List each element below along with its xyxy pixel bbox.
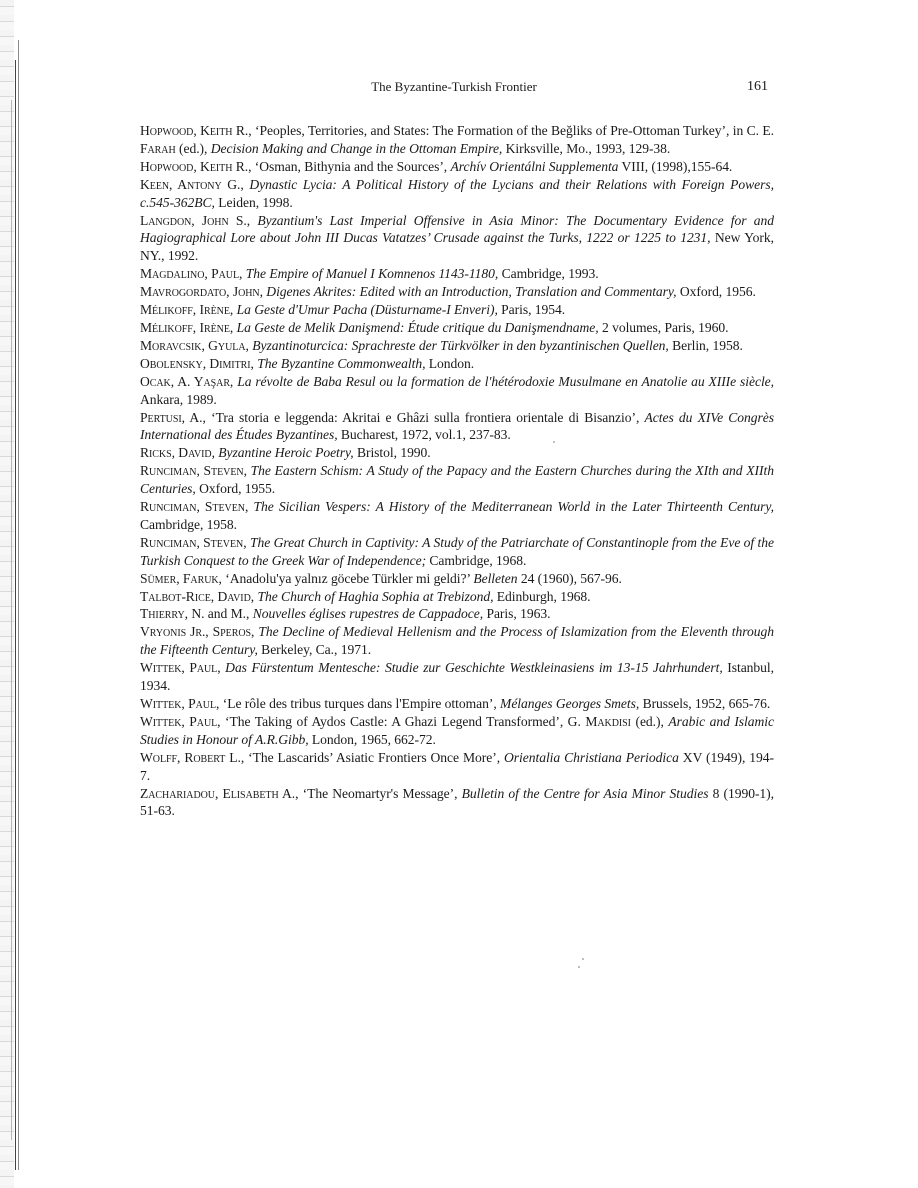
- bibliography-entry: [140, 659, 774, 695]
- bibliography-entry: [140, 444, 774, 462]
- bibliography-entry: [140, 158, 774, 176]
- entry-author: Keen, Antony G.,: [140, 176, 244, 192]
- bibliography-entry: [140, 122, 774, 158]
- page-header: [140, 79, 768, 97]
- entry-author: Runciman, Steven,: [140, 499, 249, 515]
- bibliography-entry: [140, 301, 774, 319]
- entry-text: and M.,: [204, 606, 253, 622]
- entry-text: Edinburgh, 1968.: [493, 588, 591, 604]
- bibliography-entry: [140, 337, 774, 355]
- entry-author: Mélikoff, Irène,: [140, 302, 234, 318]
- entry-title: Orientalia Christiana Periodica: [504, 749, 679, 765]
- entry-author: Wittek, Paul,: [140, 660, 221, 676]
- entry-editor: Farah: [140, 140, 176, 156]
- entry-text: London.: [425, 355, 475, 371]
- entry-text: Bucharest, 1972, vol.1, 237-83.: [337, 427, 511, 443]
- entry-text: 8 (1990-1), 51-63.: [140, 785, 774, 819]
- entry-text: Oxford, 1955.: [195, 481, 276, 497]
- entry-author: Wittek, Paul,: [140, 713, 221, 729]
- bibliography-entry: [140, 462, 774, 498]
- entry-text: ‘The Neomartyr's Message’,: [298, 785, 462, 801]
- entry-title: The Byzantine Commonwealth,: [257, 355, 426, 371]
- entry-text: 2 volumes, Paris, 1960.: [598, 319, 729, 335]
- entry-text: ‘Tra storia e leggenda: Akritai e Ghâzi sulla frontiera orientale di Bisanzio’,: [205, 409, 645, 425]
- entry-title: Mélanges Georges Smets,: [500, 696, 640, 711]
- entry-title: Arabic and Islamic Studies in Honour of A.R.Gibb,: [140, 713, 774, 747]
- bibliography-entry: [140, 785, 774, 821]
- entry-title: Decision Making and Change in the Ottoman Empire,: [210, 140, 503, 156]
- bibliography-entry: [140, 588, 774, 606]
- bibliography-entry: [140, 498, 774, 534]
- entry-title: The Eastern Schism: A Study of the Papacy and the Eastern Churches during the XIth and XIIth Centuries,: [140, 463, 774, 497]
- entry-text: Brussels, 1952, 665-76.: [639, 696, 771, 711]
- entry-author: Sümer, Faruk,: [140, 570, 222, 586]
- entry-text: Cambridge, 1958.: [140, 516, 237, 532]
- entry-author: Runciman, Steven,: [140, 534, 247, 550]
- entry-author: Pertusi, A.,: [140, 409, 206, 425]
- entry-text: London, 1965, 662-72.: [308, 731, 436, 747]
- bibliography-entry: [140, 623, 774, 659]
- bibliography-entry: [140, 570, 774, 588]
- entry-text: ‘Osman, Bithynia and the Sources’,: [251, 158, 451, 174]
- entry-title: The Decline of Medieval Hellenism and the Process of Islamization from the Eleventh through the Fifteenth Century,: [140, 624, 774, 658]
- entry-text: Kirksville, Mo., 1993, 129-38.: [502, 140, 671, 156]
- entry-title: Byzantium's Last Imperial Offensive in Asia Minor: The Documentary Evidence for and Hagiographical Lore about John III Ducas Vatatzes’ Crusade against the Turks, 1222 or 1225 to 1231,: [140, 212, 774, 246]
- entry-text: ‘Peoples, Territories, and States: The Formation of the Beğliks of Pre-Ottoman Turkey’, in C. E.: [251, 123, 774, 138]
- bibliography-entry: [140, 373, 774, 409]
- entry-author: Ocak, A. Yaşar,: [140, 373, 234, 389]
- entry-title: Digenes Akrites: Edited with an Introduction, Translation and Commentary,: [266, 284, 677, 300]
- bibliography-entry: [140, 749, 774, 785]
- entry-title: The Empire of Manuel I Komnenos 1143-1180,: [245, 266, 499, 282]
- bibliography-entry: [140, 319, 774, 337]
- entry-text: XV (1949), 194-7.: [140, 749, 775, 783]
- entry-text: ‘The Taking of Aydos Castle: A Ghazi Legend Transformed’, G.: [220, 713, 586, 729]
- entry-text: Istanbul, 1934.: [140, 660, 774, 694]
- entry-text: (ed.),: [630, 713, 669, 729]
- entry-text: ‘Le rôle des tribus turques dans l'Empire ottoman’,: [219, 696, 501, 711]
- bibliography-entry: [140, 283, 774, 301]
- entry-text: 24 (1960), 567-96.: [517, 570, 622, 586]
- entry-author: Zachariadou, Elisabeth A.,: [140, 785, 299, 801]
- entry-author: Vryonis Jr., Speros,: [140, 624, 255, 640]
- scan-speck: [553, 441, 555, 443]
- entry-text: VIII, (1998),155-64.: [618, 158, 733, 174]
- entry-author: Runciman, Steven,: [140, 463, 247, 479]
- entry-editor: Makdisi: [585, 713, 631, 729]
- entry-title: Nouvelles églises rupestres de Cappadoce,: [252, 606, 484, 622]
- bibliography-list: [140, 122, 774, 820]
- entry-text: (ed.),: [175, 140, 211, 156]
- entry-author: Magdalino, Paul,: [140, 266, 243, 282]
- entry-text: ‘The Lascarids’ Asiatic Frontiers Once More’,: [244, 749, 504, 765]
- entry-author: Hopwood, Keith R.,: [140, 123, 252, 138]
- entry-author: Ricks, David,: [140, 445, 215, 461]
- entry-text: Berkeley, Ca., 1971.: [257, 642, 372, 658]
- entry-text: Oxford, 1956.: [676, 284, 756, 300]
- entry-author: Obolensky, Dimitri,: [140, 355, 254, 371]
- entry-text: Cambridge, 1968.: [426, 552, 527, 568]
- bibliography-entry: [140, 713, 774, 749]
- binding-shadow-line: [15, 60, 16, 1170]
- running-title: The Byzantine-Turkish Frontier: [371, 79, 537, 94]
- binding-shadow-line: [11, 100, 12, 1140]
- scan-speck: [582, 958, 584, 960]
- entry-text: New York, NY., 1992.: [140, 230, 774, 264]
- entry-title: La Geste de Melik Danişmend: Étude critique du Danişmendname,: [236, 319, 599, 335]
- bibliography-entry: [140, 409, 774, 445]
- entry-title: The Church of Haghia Sophia at Trebizond,: [257, 588, 494, 604]
- entry-title: Belleten: [473, 570, 518, 586]
- entry-text: Berlin, 1958.: [668, 337, 743, 353]
- entry-author: Wolff, Robert L.,: [140, 749, 245, 765]
- entry-text: ‘Anadolu'ya yalnız göcebe Türkler mi geldi?’: [221, 570, 474, 586]
- entry-author: Mélikoff, Irène,: [140, 319, 234, 335]
- entry-author: Langdon, John S.,: [140, 212, 251, 228]
- entry-author: Talbot-Rice, David,: [140, 588, 255, 604]
- entry-title: Byzantine Heroic Poetry,: [218, 445, 354, 461]
- entry-author: Thierry, N.: [140, 606, 205, 622]
- bibliography-entry: [140, 212, 774, 266]
- bibliography-entry: [140, 355, 774, 373]
- bibliography-entry: [140, 534, 774, 570]
- entry-title: Archív Orientálni Supplementa: [450, 158, 619, 174]
- bibliography-entry: [140, 176, 774, 212]
- entry-text: Paris, 1963.: [483, 606, 551, 622]
- entry-text: Cambridge, 1993.: [498, 266, 599, 282]
- bibliography-entry: [140, 265, 774, 283]
- bibliography-entry: [140, 695, 774, 713]
- entry-text: Bristol, 1990.: [353, 445, 431, 461]
- bibliography-entry: [140, 605, 774, 623]
- entry-text: Ankara, 1989.: [140, 391, 217, 407]
- entry-text: Paris, 1954.: [497, 302, 566, 318]
- entry-title: The Great Church in Captivity: A Study of the Patriarchate of Constantinople from the Eve of the Turkish Conquest to the Greek War of Independence;: [140, 534, 774, 568]
- scan-speck: [578, 966, 580, 968]
- entry-title: The Sicilian Vespers: A History of the Mediterranean World in the Later Thirteenth Century,: [253, 499, 774, 515]
- binding-shadow-line: [18, 40, 19, 1170]
- entry-title: Byzantinoturcica: Sprachreste der Türkvölker in den byzantinischen Quellen,: [252, 337, 669, 353]
- entry-title: Das Fürstentum Mentesche: Studie zur Geschichte Westkleinasiens im 13-15 Jahrhundert,: [225, 660, 723, 676]
- entry-title: Actes du XIVe Congrès International des Études Byzantines,: [140, 409, 774, 443]
- entry-title: La révolte de Baba Resul ou la formation de l'hétérodoxie Musulmane en Anatolie au XIIIe siècle,: [237, 373, 774, 389]
- entry-author: Hopwood, Keith R.,: [140, 158, 252, 174]
- entry-title: Dynastic Lycia: A Political History of the Lycians and their Relations with Foreign Powers, c.545-362BC,: [140, 176, 774, 210]
- page-number: 161: [747, 79, 768, 94]
- entry-title: Bulletin of the Centre for Asia Minor Studies: [461, 785, 709, 801]
- entry-author: Wittek, Paul,: [140, 696, 220, 711]
- entry-author: Moravcsik, Gyula,: [140, 337, 249, 353]
- entry-title: La Geste d'Umur Pacha (Düsturname-I Enveri),: [236, 302, 498, 318]
- entry-author: Mavrogordato, John,: [140, 284, 263, 300]
- entry-text: Leiden, 1998.: [214, 194, 293, 210]
